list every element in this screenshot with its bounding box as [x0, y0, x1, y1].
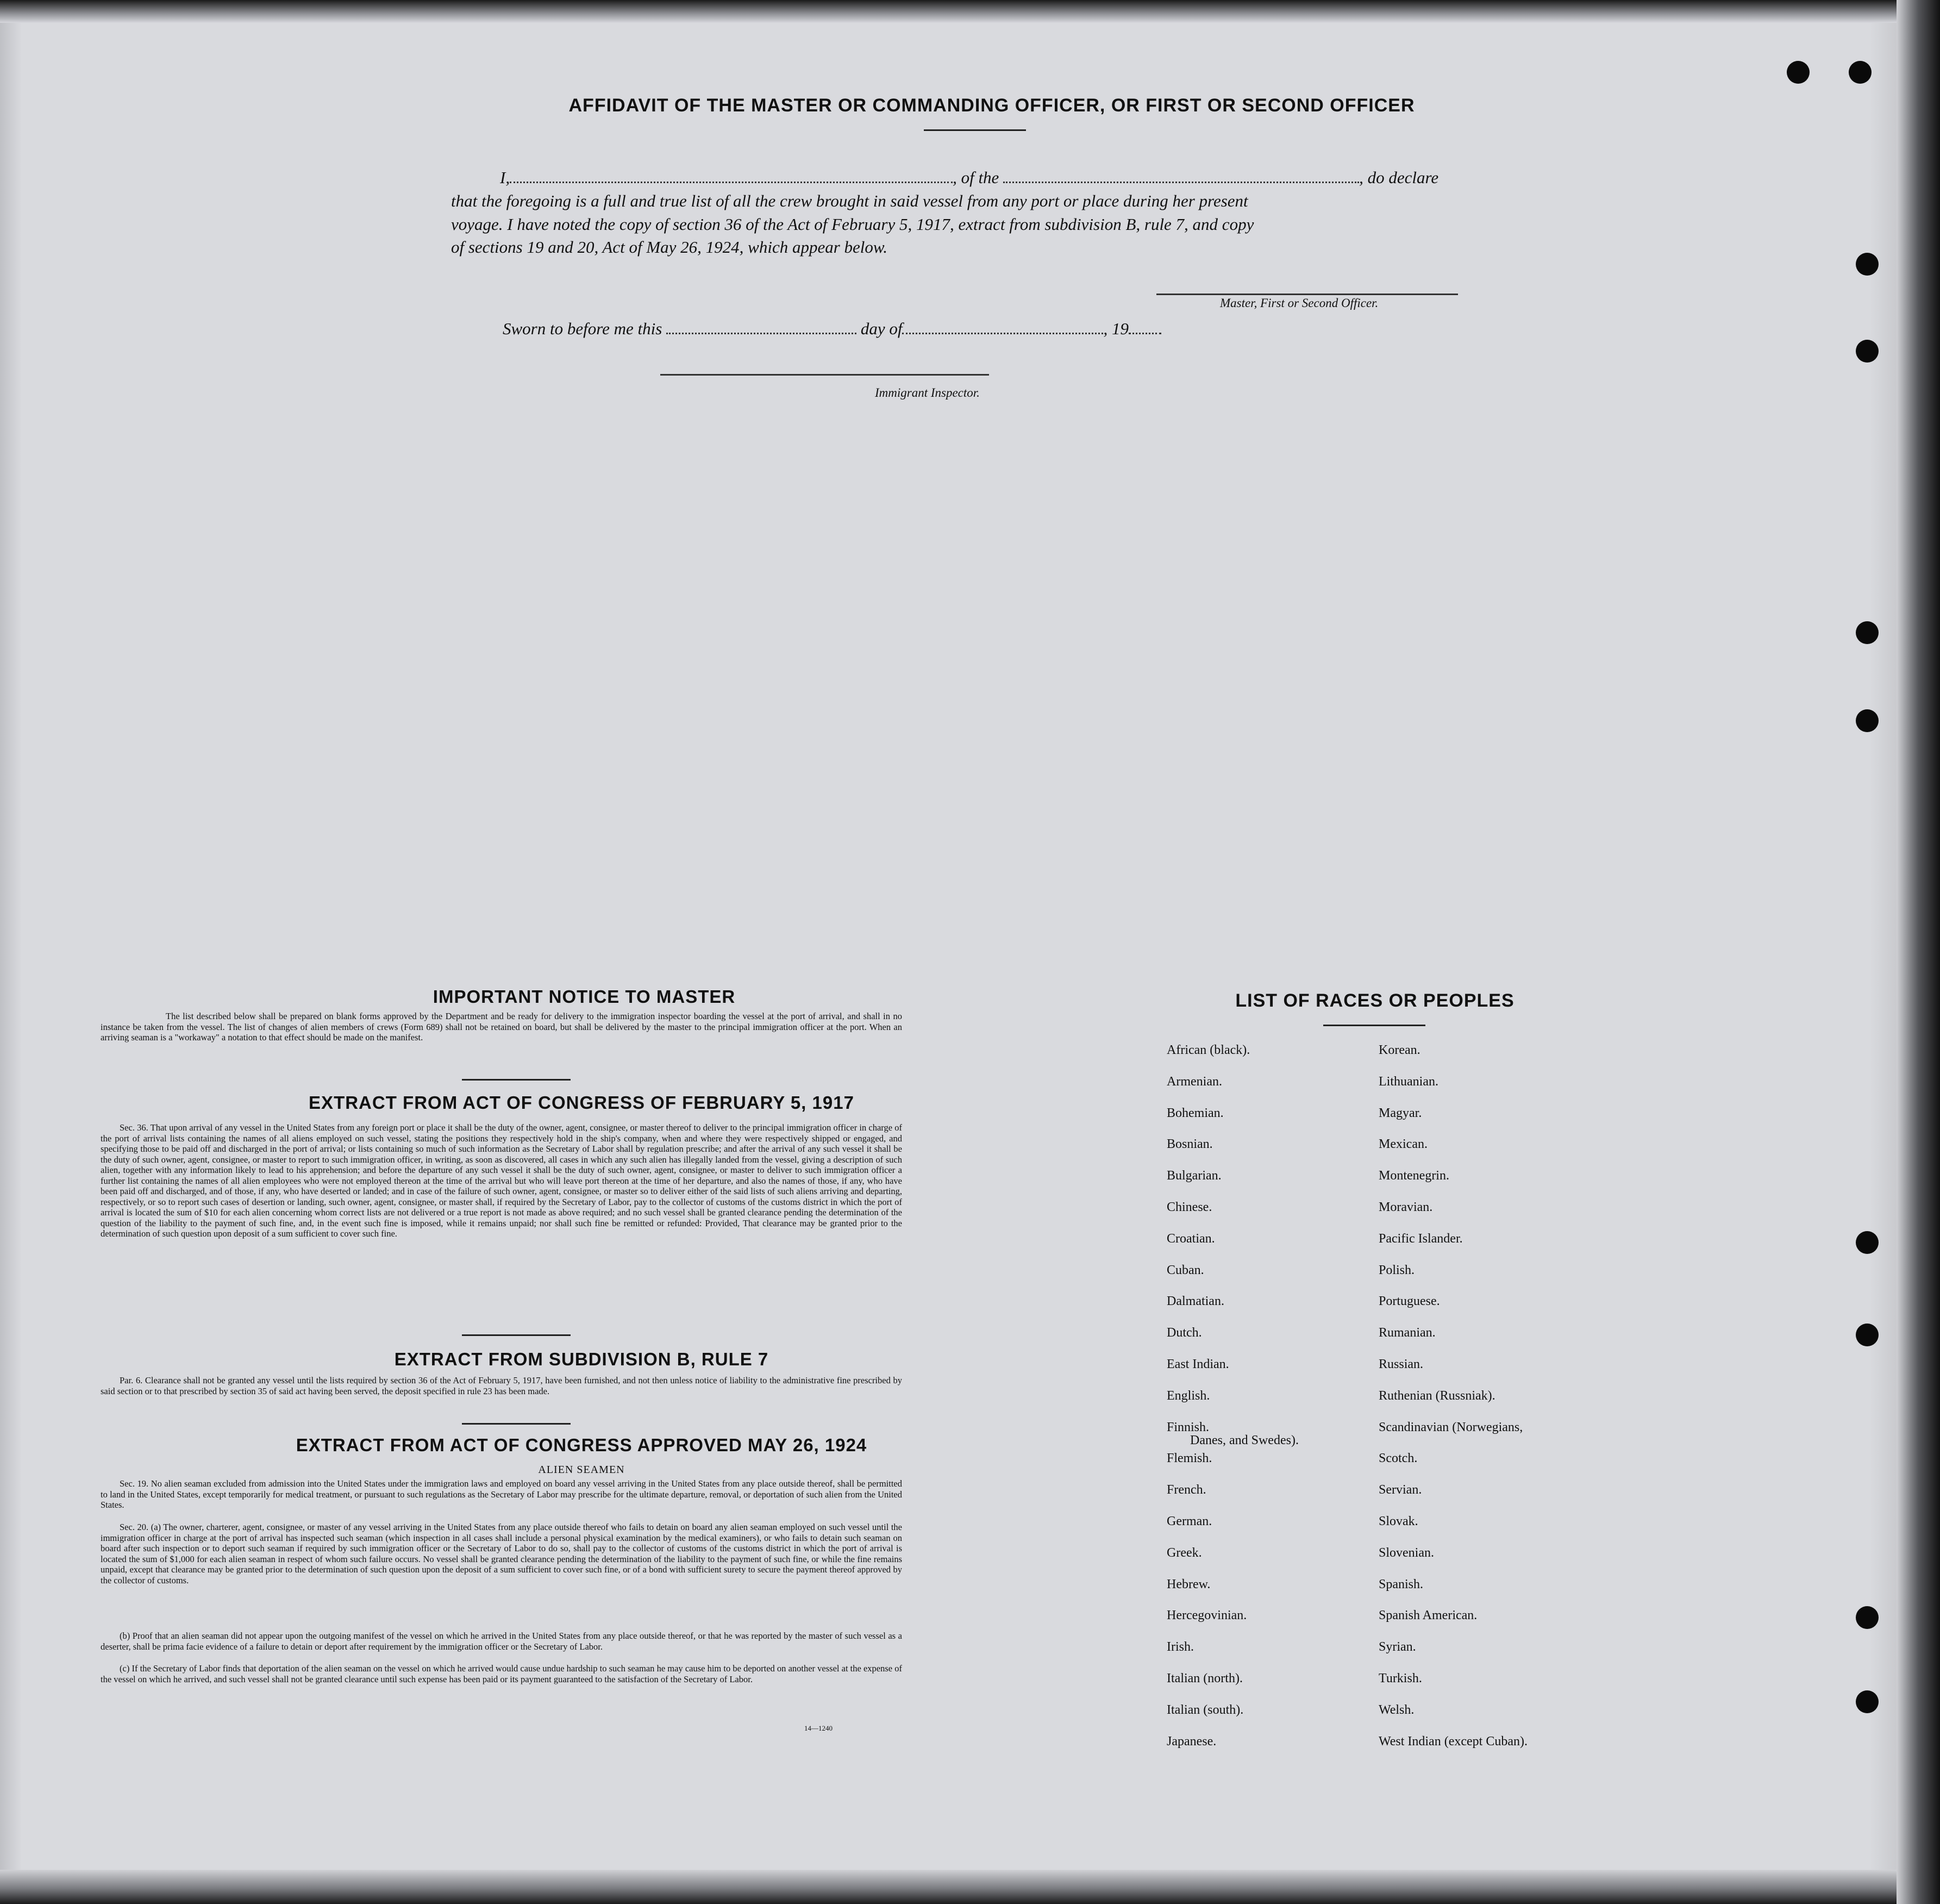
race-item: Slovak.	[1379, 1514, 1418, 1528]
extract-1917-title: EXTRACT FROM ACT OF CONGRESS OF FEBRUARY 5, 1917	[309, 1093, 854, 1113]
race-item: Hercegovinian.	[1167, 1608, 1247, 1622]
notice-body: The list described below shall be prepared on blank forms approved by the Department and be ready for delivery to the immigration inspector boarding the vessel at the port of arrival, and shall in no instance be taken from the vessel. The list of changes of alien members of crews (Form 689) shall not be retained on board, but shall be delivered by the master to the principal immigration officer at the port. When an arriving seaman is a "workaway" a notation to that effect should be made on the manifest.	[101, 1011, 902, 1042]
race-item: Polish.	[1379, 1263, 1415, 1277]
sworn-year: , 19	[1103, 319, 1129, 338]
affidavit-of-the: , of the	[953, 168, 999, 187]
sec-20b-body: (b) Proof that an alien seaman did not appear upon the outgoing manifest of the vessel on which he arrived in the United States from any place outside thereof, or that he was reported by the master of such vessel as a deserter, shall be prima facie evidence of a failure to detain or deport after requirement by the immigration officer or the Secretary of Labor.	[101, 1631, 902, 1652]
race-item: Servian.	[1379, 1483, 1422, 1497]
master-signature-label: Master, First or Second Officer.	[1220, 296, 1379, 310]
punch-hole	[1856, 1231, 1879, 1254]
vessel-blank	[1003, 178, 1359, 183]
race-item: Greek.	[1167, 1546, 1202, 1560]
races-title: LIST OF RACES OR PEOPLES	[1235, 990, 1515, 1011]
race-item: Welsh.	[1379, 1703, 1415, 1717]
race-item: English.	[1167, 1389, 1210, 1403]
race-item: Spanish.	[1379, 1577, 1424, 1591]
punch-hole	[1787, 61, 1810, 84]
race-item: Rumanian.	[1379, 1326, 1436, 1340]
affidavit-line-1	[451, 166, 1497, 190]
sworn-line	[503, 317, 1263, 341]
race-item: Mexican.	[1379, 1137, 1428, 1151]
race-item: German.	[1167, 1514, 1212, 1528]
affidavit-line-2: that the foregoing is a full and true list of all the crew brought in said vessel from any port or place during her present	[451, 191, 1248, 210]
year-blank	[1129, 329, 1161, 334]
scan-top-edge	[0, 0, 1940, 23]
affidavit-line-4: of sections 19 and 20, Act of May 26, 1924, which appear below.	[451, 238, 888, 257]
month-blank	[902, 329, 1103, 334]
race-item: Russian.	[1379, 1357, 1424, 1371]
race-item: Moravian.	[1379, 1200, 1433, 1214]
race-item: Japanese.	[1167, 1734, 1217, 1749]
race-item: Italian (south).	[1167, 1703, 1244, 1717]
race-item: Bulgarian.	[1167, 1169, 1222, 1183]
punch-hole	[1856, 1690, 1879, 1713]
notice-title: IMPORTANT NOTICE TO MASTER	[433, 987, 736, 1007]
race-item: Finnish.	[1167, 1420, 1210, 1434]
race-item: Lithuanian.	[1379, 1075, 1438, 1089]
race-item: Danes, and Swedes).	[1190, 1433, 1299, 1447]
race-item: Chinese.	[1167, 1200, 1212, 1214]
sworn-prefix: Sworn to before me this	[503, 319, 662, 338]
extract-rule7-body: Par. 6. Clearance shall not be granted any vessel until the lists required by section 36 of the Act of February 5, 1917, have been furnished, and not then unless notice of liability to the administrative fine prescribed by said section or to that prescribed by section 35 of said act having been served, the deposit specified in rule 23 has been made.	[101, 1375, 902, 1396]
race-item: Italian (north).	[1167, 1671, 1243, 1685]
extract-rule7-title: EXTRACT FROM SUBDIVISION B, RULE 7	[394, 1349, 769, 1369]
section-divider	[462, 1423, 571, 1425]
race-item: Portuguese.	[1379, 1294, 1440, 1308]
race-item: African (black).	[1167, 1043, 1250, 1057]
punch-hole	[1856, 1606, 1879, 1629]
affidavit-title: AFFIDAVIT OF THE MASTER OR COMMANDING OFFICER, OR FIRST OR SECOND OFFICER	[568, 95, 1415, 116]
punch-hole	[1856, 1324, 1879, 1346]
form-number: 14—1240	[804, 1724, 833, 1732]
race-item: French.	[1167, 1483, 1206, 1497]
title-divider	[924, 129, 1026, 131]
race-item: Flemish.	[1167, 1451, 1212, 1465]
punch-hole	[1856, 621, 1879, 644]
race-item: Armenian.	[1167, 1075, 1222, 1089]
section-divider	[462, 1334, 571, 1336]
race-item: Croatian.	[1167, 1232, 1215, 1246]
sec-19-body: Sec. 19. No alien seaman excluded from admission into the United States under the immigration laws and employed on board any vessel arriving in the United States from any place outside thereof, shall be permitted to land in the United States, except temporarily for medical treatment, or pursuant to such regulations as the Secretary of Labor may prescribe for the ultimate departure, removal, or deportation of such alien from the United States.	[101, 1478, 902, 1510]
title-divider	[1323, 1025, 1425, 1026]
race-item: Magyar.	[1379, 1106, 1422, 1120]
master-signature-line	[1156, 294, 1458, 295]
affidavit-i: I,	[500, 168, 510, 187]
race-item: West Indian (except Cuban).	[1379, 1734, 1528, 1749]
race-item: Dalmatian.	[1167, 1294, 1224, 1308]
inspector-signature-line	[660, 374, 989, 376]
race-item: Cuban.	[1167, 1263, 1204, 1277]
extract-1917-body: Sec. 36. That upon arrival of any vessel in the United States from any foreign port or place it shall be the duty of the owner, agent, consignee, or master thereof to deliver to the principal immigration officer in charge of the port of arrival lists containing the names of all aliens employed on such vessel, stating the positions they respectively hold in the ship's company, when and where they were respectively shipped or engaged, and specifying those to be paid off and discharged in the port of arrival; or lists containing so much of such information as the Secretary of Labor shall by regulation prescribe; and after the arrival of any such vessel it shall be the duty of such owner, agent, consignee, or master to report to such immigration officer, in writing, as soon as discovered, all cases in which any such alien has illegally landed from the vessel, giving a description of such alien, together with any information likely to lead to his apprehension; and before the departure of any such vessel it shall be the duty of such owner, agent, consignee, or master to deliver to such immigration officer a further list containing the names of all alien employees who were not employed thereon at the time of the arrival but who will leave port thereon at the time of her departure, and also the names of those, if any, who have been paid off and discharged, and of those, if any, who have deserted or landed; and in case of the failure of such owner, agent, consignee, or master so to deliver either of the said lists of such aliens arriving and departing, respectively, or so to report such cases of desertion or landing, such owner, agent, consignee, or master shall, if required by the Secretary of Labor, pay to the collector of customs of the customs district in which the port of arrival is located the sum of $10 for each alien concerning whom correct lists are not delivered or a true report is not made as above required; and no such vessel shall be granted clearance pending the determination of the question of the liability to the payment of such fine, and, in the event such fine is imposed, while it remains unpaid; nor shall such fine be remitted or refunded: Provided, That clearance may be granted prior to the determination of such question upon deposit of a sum sufficient to cover such fine.	[101, 1122, 902, 1239]
sec-20c-body: (c) If the Secretary of Labor finds that deportation of the alien seaman on the vessel on which he arrived would cause undue hardship to such seaman he may cause him to be deported on another vessel at the expense of the vessel on which he arrived, and such vessel shall not be granted clearance until such expense has been paid or its payment guaranteed to the satisfaction of the Secretary of Labor.	[101, 1663, 902, 1684]
race-item: Dutch.	[1167, 1326, 1202, 1340]
race-item: Bohemian.	[1167, 1106, 1224, 1120]
day-blank	[666, 329, 856, 334]
race-item: Montenegrin.	[1379, 1169, 1449, 1183]
affidavit-line-3: voyage. I have noted the copy of section 36 of the Act of February 5, 1917, extract from subdivision B, rule 7, and copy	[451, 215, 1254, 234]
scan-bottom-edge	[0, 1870, 1940, 1904]
affidavit-declare: , do declare	[1359, 168, 1439, 187]
punch-hole	[1856, 253, 1879, 276]
sec-20a-body: Sec. 20. (a) The owner, charterer, agent, consignee, or master of any vessel arriving in the United States from any place outside thereof who fails to detain on board any alien seaman employed on such vessel until the immigration officer in charge at the port of arrival has inspected such seaman (which inspection in all cases shall include a personal physical examination by the medical examiners), or who fails to detain such seaman on board after such inspection or to deport such seaman if required by such immigration officer or the Secretary of Labor to do so, shall pay to the collector of customs of the customs district in which the port of arrival is located the sum of $1,000 for each alien seaman in respect of whom such failure occurs. No vessel shall be granted clearance pending the determination of the liability to the payment of such fine, or while the fine remains unpaid, except that clearance may be granted prior to the determination of such question upon the deposit of a sum sufficient to cover such fine, or of a bond with sufficient surety to secure the payment thereof approved by the collector of customs.	[101, 1522, 902, 1585]
scan-right-edge	[1897, 0, 1940, 1904]
race-item: Irish.	[1167, 1640, 1194, 1654]
race-item: Korean.	[1379, 1043, 1420, 1057]
race-item: Turkish.	[1379, 1671, 1422, 1685]
race-item: Pacific Islander.	[1379, 1232, 1463, 1246]
extract-1924-title: EXTRACT FROM ACT OF CONGRESS APPROVED MAY 26, 1924	[296, 1435, 867, 1455]
race-item: East Indian.	[1167, 1357, 1229, 1371]
race-item: Ruthenian (Russniak).	[1379, 1389, 1495, 1403]
section-divider	[462, 1079, 571, 1081]
sworn-day-of: day of	[860, 319, 903, 338]
punch-hole	[1856, 340, 1879, 363]
punch-hole	[1856, 709, 1879, 732]
race-item: Slovenian.	[1379, 1546, 1434, 1560]
race-item: Bosnian.	[1167, 1137, 1213, 1151]
race-item: Syrian.	[1379, 1640, 1416, 1654]
name-blank	[510, 178, 953, 183]
inspector-label: Immigrant Inspector.	[875, 386, 980, 399]
extract-1924-subtitle: ALIEN SEAMEN	[538, 1464, 625, 1476]
race-item: Spanish American.	[1379, 1608, 1478, 1622]
race-item: Scandinavian (Norwegians,	[1379, 1420, 1523, 1434]
punch-hole	[1849, 61, 1872, 84]
race-item: Scotch.	[1379, 1451, 1418, 1465]
race-item: Hebrew.	[1167, 1577, 1211, 1591]
